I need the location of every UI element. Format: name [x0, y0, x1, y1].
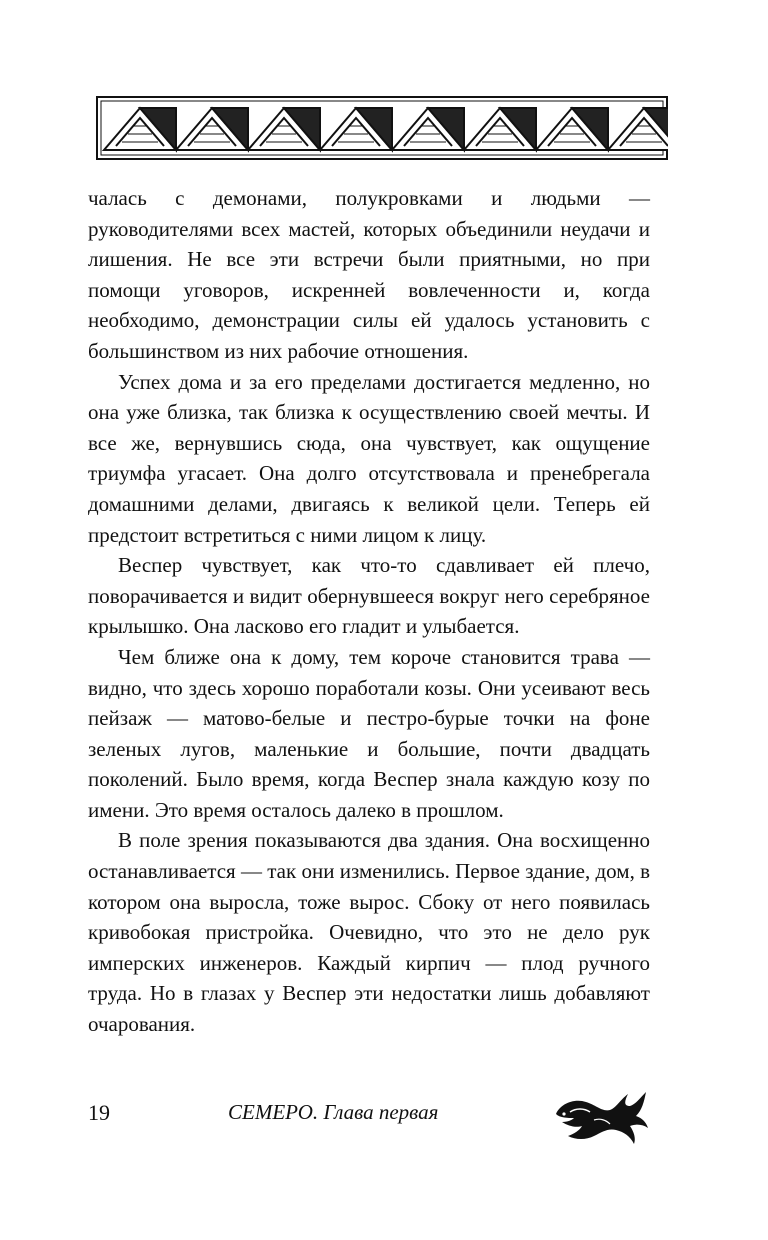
paragraph: Чем ближе она к дому, тем короче становится трава — видно, что здесь хорошо поработали козы. Они усеивают весь пейзаж — матово-белые и пестро-бурые точки на фоне зеленых лугов, маленькие и большие, почти двадцать поколений. Было время, когда Веспер знала каждую козу по имени. Это время осталось далеко в прошлом. [88, 644, 650, 822]
paragraph: Веспер чувствует, как что-то сдавливает ей плечо, поворачивается и видит обернувшееся вокруг него серебряное крылышко. Она ласково его гладит и улыбается. [88, 553, 650, 639]
page-number: 19 [88, 1100, 110, 1125]
dragon-icon [550, 1084, 650, 1148]
body-text [88, 183, 650, 1040]
celtic-knot-border-icon [96, 96, 668, 160]
page-footer [88, 1092, 650, 1162]
paragraph: Успех дома и за его пределами достигается медленно, но она уже близка, так близка к осуществлению своей мечты. И все же, вернувшись сюда, она чувствует, как ощущение триумфа угасает. Она долго отсутствовала и пренебрегала домашними делами, двигаясь к великой цели. Теперь ей предстоит встретиться с ними лицом к лицу. [88, 369, 650, 547]
paragraph: чалась с демонами, полукровками и людьми — руководителями всех мастей, которых объединили неудачи и лишения. Не все эти встречи были приятными, но при помощи уговоров, искренней вовлеченности и, когда необходимо, демонстрации силы ей удалось установить с большинством из них рабочие отношения. [88, 186, 650, 363]
paragraph: В поле зрения показываются два здания. Она восхищенно останавливается — так они изменились. Первое здание, дом, в котором она выросла, тоже вырос. Сбоку от него появилась кривобокая пристройка. Очевидно, что это не дело рук имперских инженеров. Каждый кирпич — плод ручного труда. Но в глазах у Веспер эти недостатки лишь добавляют очарования. [88, 828, 650, 1037]
running-title: СЕМЕРО. Глава первая [228, 1100, 439, 1124]
